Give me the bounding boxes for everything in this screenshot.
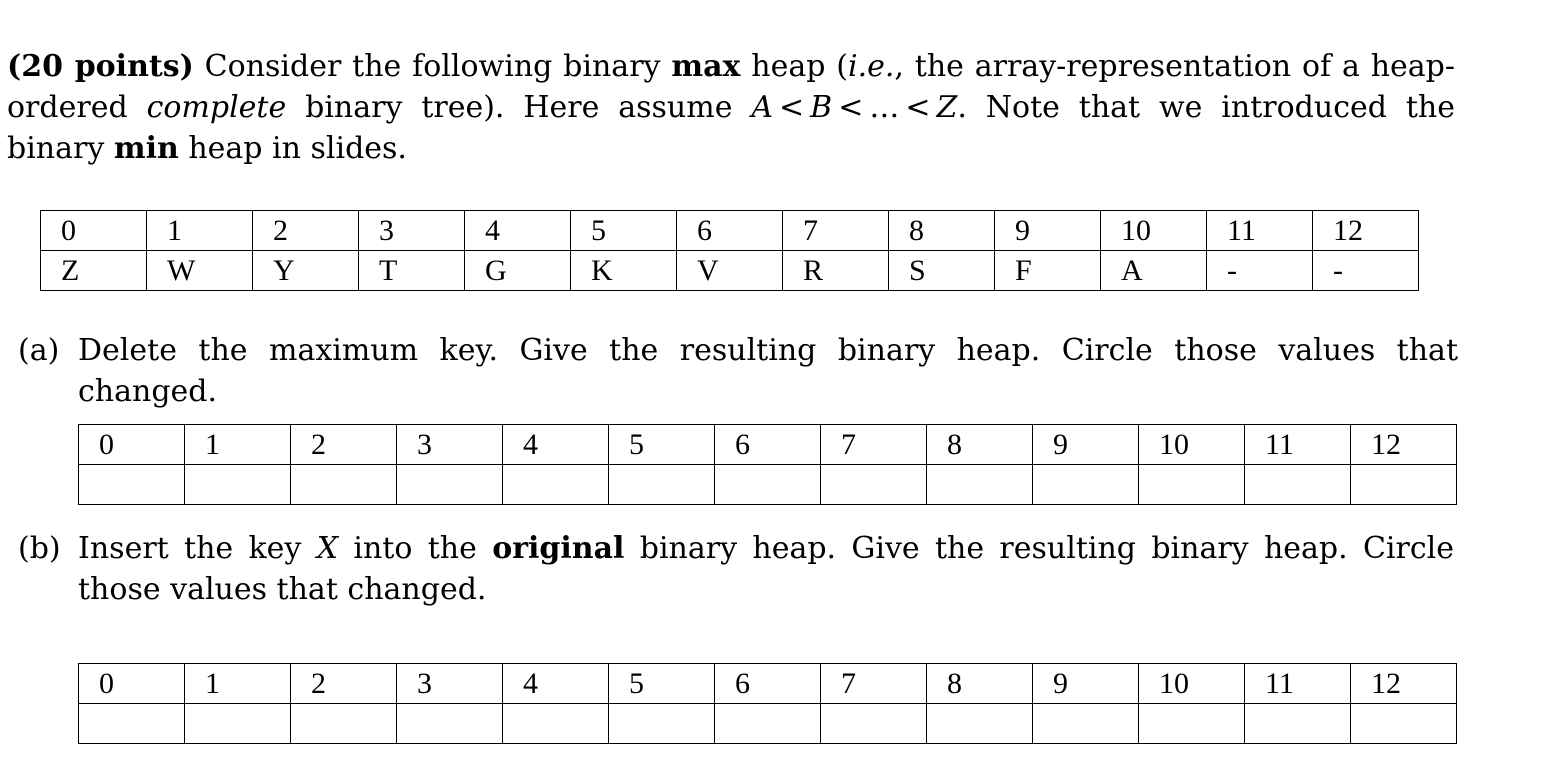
- answer-cell[interactable]: [79, 465, 185, 505]
- answer-cell[interactable]: [1351, 465, 1457, 505]
- value-cell: W: [147, 251, 253, 291]
- answer-cell[interactable]: [79, 704, 185, 744]
- answer-cell[interactable]: [821, 465, 927, 505]
- answer-cell[interactable]: [1245, 704, 1351, 744]
- index-cell: 10: [1101, 211, 1207, 251]
- part-a-label: (a): [18, 333, 60, 368]
- part-b-text-segment: into the: [338, 531, 493, 566]
- index-cell: 9: [1033, 664, 1139, 704]
- value-cell: K: [571, 251, 677, 291]
- index-cell: 6: [677, 211, 783, 251]
- math-x: X: [316, 531, 339, 566]
- index-cell: 8: [927, 425, 1033, 465]
- part-b-label: (b): [18, 531, 61, 566]
- index-cell: 3: [359, 211, 465, 251]
- math-z: Z: [936, 90, 958, 125]
- answer-cell[interactable]: [397, 465, 503, 505]
- value-cell: T: [359, 251, 465, 291]
- answer-cell[interactable]: [1245, 465, 1351, 505]
- value-cell: F: [995, 251, 1101, 291]
- index-cell: 5: [571, 211, 677, 251]
- statement-text: Consider the following binary: [193, 49, 672, 84]
- index-cell: 6: [715, 425, 821, 465]
- index-cell: 2: [291, 425, 397, 465]
- index-cell: 1: [185, 664, 291, 704]
- answer-cell[interactable]: [503, 465, 609, 505]
- statement-text: binary tree). Here assume: [286, 90, 752, 125]
- answer-cell[interactable]: [1351, 704, 1457, 744]
- math-dots: …: [869, 90, 900, 125]
- complete-keyword: complete: [146, 90, 287, 125]
- index-cell: 2: [291, 664, 397, 704]
- index-cell: 7: [783, 211, 889, 251]
- answer-value-row: [79, 704, 1457, 744]
- heap-value-row: [41, 251, 1419, 291]
- index-cell: 10: [1139, 425, 1245, 465]
- index-cell: 9: [995, 211, 1101, 251]
- ie-abbrev: i.e.: [847, 49, 895, 84]
- index-cell: 5: [609, 664, 715, 704]
- statement-text: heap (: [740, 49, 848, 84]
- part-a-question: [18, 330, 1458, 409]
- index-cell: 8: [889, 211, 995, 251]
- answer-cell[interactable]: [185, 704, 291, 744]
- statement-text: . Note that we introduced the binary: [7, 90, 1455, 166]
- answer-cell[interactable]: [503, 704, 609, 744]
- value-cell: -: [1313, 251, 1419, 291]
- index-cell: 8: [927, 664, 1033, 704]
- answer-cell[interactable]: [185, 465, 291, 505]
- answer-heap-table-b: [78, 663, 1457, 744]
- index-cell: 7: [821, 425, 927, 465]
- heap-index-row: [79, 664, 1457, 704]
- value-cell: Z: [41, 251, 147, 291]
- answer-cell[interactable]: [1139, 704, 1245, 744]
- max-keyword: max: [671, 49, 741, 84]
- answer-cell[interactable]: [1139, 465, 1245, 505]
- answer-cell[interactable]: [609, 704, 715, 744]
- part-b-text-segment: binary heap. Give the resulting binary heap. Circle those values that changed.: [78, 531, 1455, 607]
- value-cell: A: [1101, 251, 1207, 291]
- value-cell: -: [1207, 251, 1313, 291]
- value-cell: V: [677, 251, 783, 291]
- index-cell: 0: [79, 425, 185, 465]
- index-cell: 12: [1351, 664, 1457, 704]
- math-a: A: [751, 90, 774, 125]
- value-cell: Y: [253, 251, 359, 291]
- points-label: (20 points): [7, 49, 194, 84]
- index-cell: 12: [1313, 211, 1419, 251]
- index-cell: 6: [715, 664, 821, 704]
- index-cell: 9: [1033, 425, 1139, 465]
- answer-cell[interactable]: [1033, 465, 1139, 505]
- answer-cell[interactable]: [1033, 704, 1139, 744]
- index-cell: 11: [1245, 425, 1351, 465]
- index-cell: 4: [503, 425, 609, 465]
- answer-heap-table-a: [78, 424, 1457, 505]
- index-cell: 4: [503, 664, 609, 704]
- heap-index-row: [79, 425, 1457, 465]
- min-keyword: min: [113, 131, 179, 166]
- heap-index-row: [41, 211, 1419, 251]
- index-cell: 3: [397, 425, 503, 465]
- answer-cell[interactable]: [609, 465, 715, 505]
- part-b-text-segment: Insert the key: [78, 531, 317, 566]
- part-a-text: Delete the maximum key. Give the resulting binary heap. Circle those values that changed.: [78, 333, 1458, 409]
- answer-cell[interactable]: [397, 704, 503, 744]
- original-keyword: original: [492, 531, 625, 566]
- part-b-text: [78, 528, 1454, 610]
- index-cell: 11: [1207, 211, 1313, 251]
- answer-cell[interactable]: [927, 704, 1033, 744]
- math-lt: <: [905, 90, 931, 125]
- index-cell: 5: [609, 425, 715, 465]
- index-cell: 0: [79, 664, 185, 704]
- answer-cell[interactable]: [821, 704, 927, 744]
- answer-cell[interactable]: [927, 465, 1033, 505]
- answer-cell[interactable]: [291, 465, 397, 505]
- index-cell: 1: [147, 211, 253, 251]
- part-b-question: [18, 528, 1458, 610]
- original-heap-table: [40, 210, 1419, 291]
- index-cell: 12: [1351, 425, 1457, 465]
- answer-cell[interactable]: [715, 465, 821, 505]
- index-cell: 11: [1245, 664, 1351, 704]
- index-cell: 3: [397, 664, 503, 704]
- value-cell: G: [465, 251, 571, 291]
- index-cell: 1: [185, 425, 291, 465]
- math-lt: <: [779, 90, 805, 125]
- math-lt: <: [838, 90, 864, 125]
- statement-text: , the array-representation of a heap-ordered: [7, 49, 1456, 125]
- value-cell: R: [783, 251, 889, 291]
- index-cell: 4: [465, 211, 571, 251]
- answer-cell[interactable]: [715, 704, 821, 744]
- statement-text: heap in slides.: [178, 131, 407, 166]
- index-cell: 0: [41, 211, 147, 251]
- math-b: B: [810, 90, 833, 125]
- index-cell: 2: [253, 211, 359, 251]
- problem-statement: [7, 46, 1455, 169]
- answer-value-row: [79, 465, 1457, 505]
- index-cell: 10: [1139, 664, 1245, 704]
- index-cell: 7: [821, 664, 927, 704]
- value-cell: S: [889, 251, 995, 291]
- answer-cell[interactable]: [291, 704, 397, 744]
